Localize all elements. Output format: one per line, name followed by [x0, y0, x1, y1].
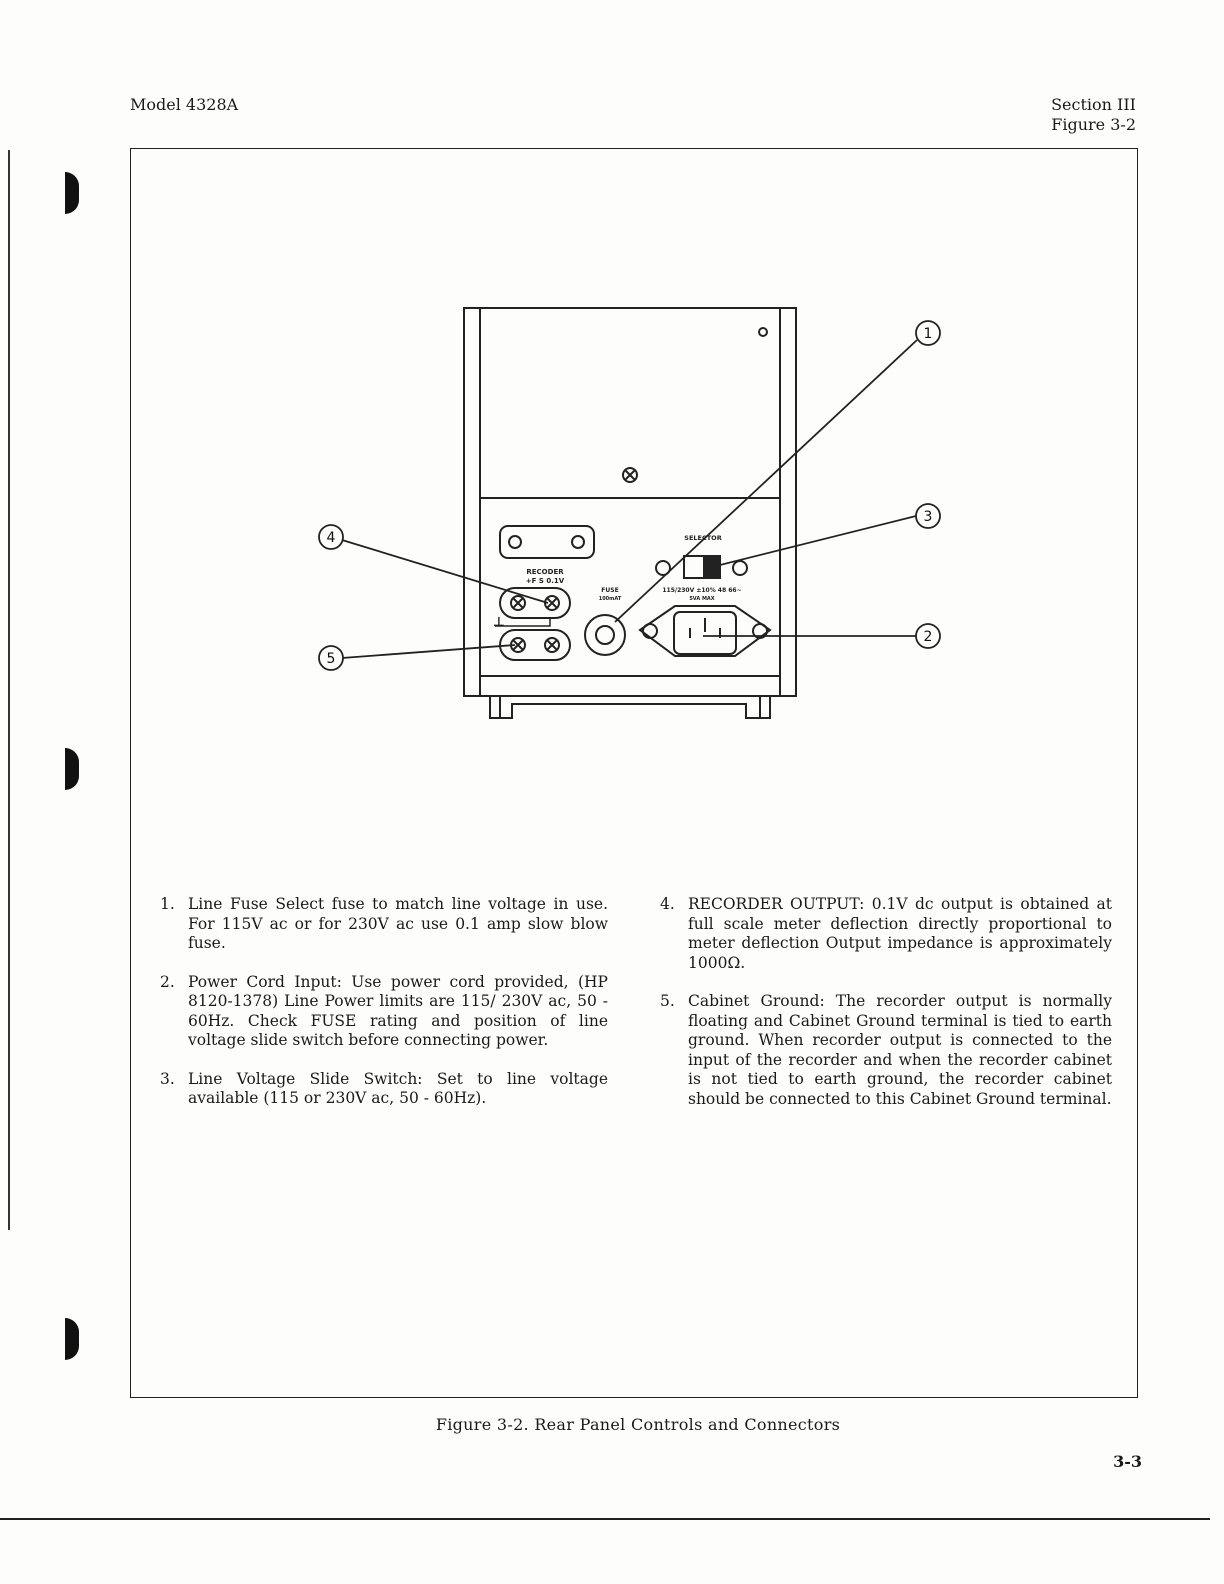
fuse-label-1: FUSE [601, 587, 619, 594]
cabinet-left-rail [464, 308, 480, 696]
description-column-left [160, 895, 608, 1128]
binder-hole-3 [65, 1318, 79, 1360]
margin-line [8, 150, 10, 1230]
model-label: Model 4328A [130, 95, 239, 114]
item-number: 3. [160, 1069, 175, 1088]
description-column-right [660, 895, 1112, 1128]
callout-2-label: 2 [923, 629, 933, 645]
cabinet-right-rail [780, 308, 796, 696]
page-number: 3-3 [1113, 1452, 1142, 1471]
list-item [160, 1070, 608, 1109]
item-text: Power Cord Input: Use power cord provided, (HP 8120-1378) Line Power limits are 115/ 230V ac, 50 - 60Hz. Check FUSE rating and position of line voltage slide switch before connecting power. [188, 972, 608, 1049]
callout-5-label: 5 [326, 651, 336, 667]
list-item [660, 895, 1112, 973]
power-rating-1: 115/230V ±10% 48 66~ [662, 587, 742, 594]
item-text: Line Fuse Select fuse to match line voltage in use. For 115V ac or for 230V ac use 0.1 amp slow blow fuse. [188, 895, 608, 952]
selector-screw-right [733, 561, 747, 575]
item-number: 5. [660, 992, 675, 1010]
rear-panel-diagram [300, 300, 960, 740]
list-item [660, 992, 1112, 1109]
recorder-label-1: RECODER [526, 568, 564, 576]
recorder-connector [500, 526, 594, 558]
item-text: Cabinet Ground: The recorder output is normally floating and Cabinet Ground terminal is tied to earth ground. When recorder output is connected to the input of the recorder and when the recorder cabinet is not tied to earth ground, the recorder cabinet should be connected to this Cabinet Ground terminal. [688, 992, 1112, 1108]
callout-4-label: 4 [326, 530, 336, 546]
ground-symbol: ⊥ [493, 615, 505, 630]
selector-label: SELECTOR [684, 534, 722, 542]
recorder-label-2: +F S 0.1V [525, 577, 565, 585]
item-text: RECORDER OUTPUT: 0.1V dc output is obtained at full scale meter deflection directly proportional to meter deflection Output impedance is approximately 1000Ω. [688, 895, 1112, 972]
screw-hole [759, 328, 767, 336]
binder-hole-1 [65, 172, 79, 214]
figure-caption: Figure 3-2. Rear Panel Controls and Connectors [435, 1415, 841, 1434]
callout-1-label: 1 [923, 326, 933, 342]
item-text: Line Voltage Slide Switch: Set to line voltage available (115 or 230V ac, 50 - 60Hz). [188, 1069, 608, 1107]
fuse-holder [585, 615, 625, 655]
binder-hole-2 [65, 748, 79, 790]
fuse-label-2: 100mAT [598, 596, 622, 602]
callout-3-label: 3 [923, 509, 933, 525]
item-number: 4. [660, 895, 675, 913]
footer-rule [0, 1518, 1210, 1520]
cabinet-feet [490, 696, 770, 718]
power-rating-2: 5VA MAX [689, 596, 715, 602]
item-number: 2. [160, 972, 175, 991]
section-label: Section III [1051, 95, 1136, 114]
item-number: 1. [160, 895, 175, 913]
figure-ref: Figure 3-2 [1051, 115, 1136, 134]
list-item [160, 973, 608, 1051]
cabinet-outline [464, 308, 796, 696]
section-header [1051, 95, 1136, 135]
list-item [160, 895, 608, 954]
